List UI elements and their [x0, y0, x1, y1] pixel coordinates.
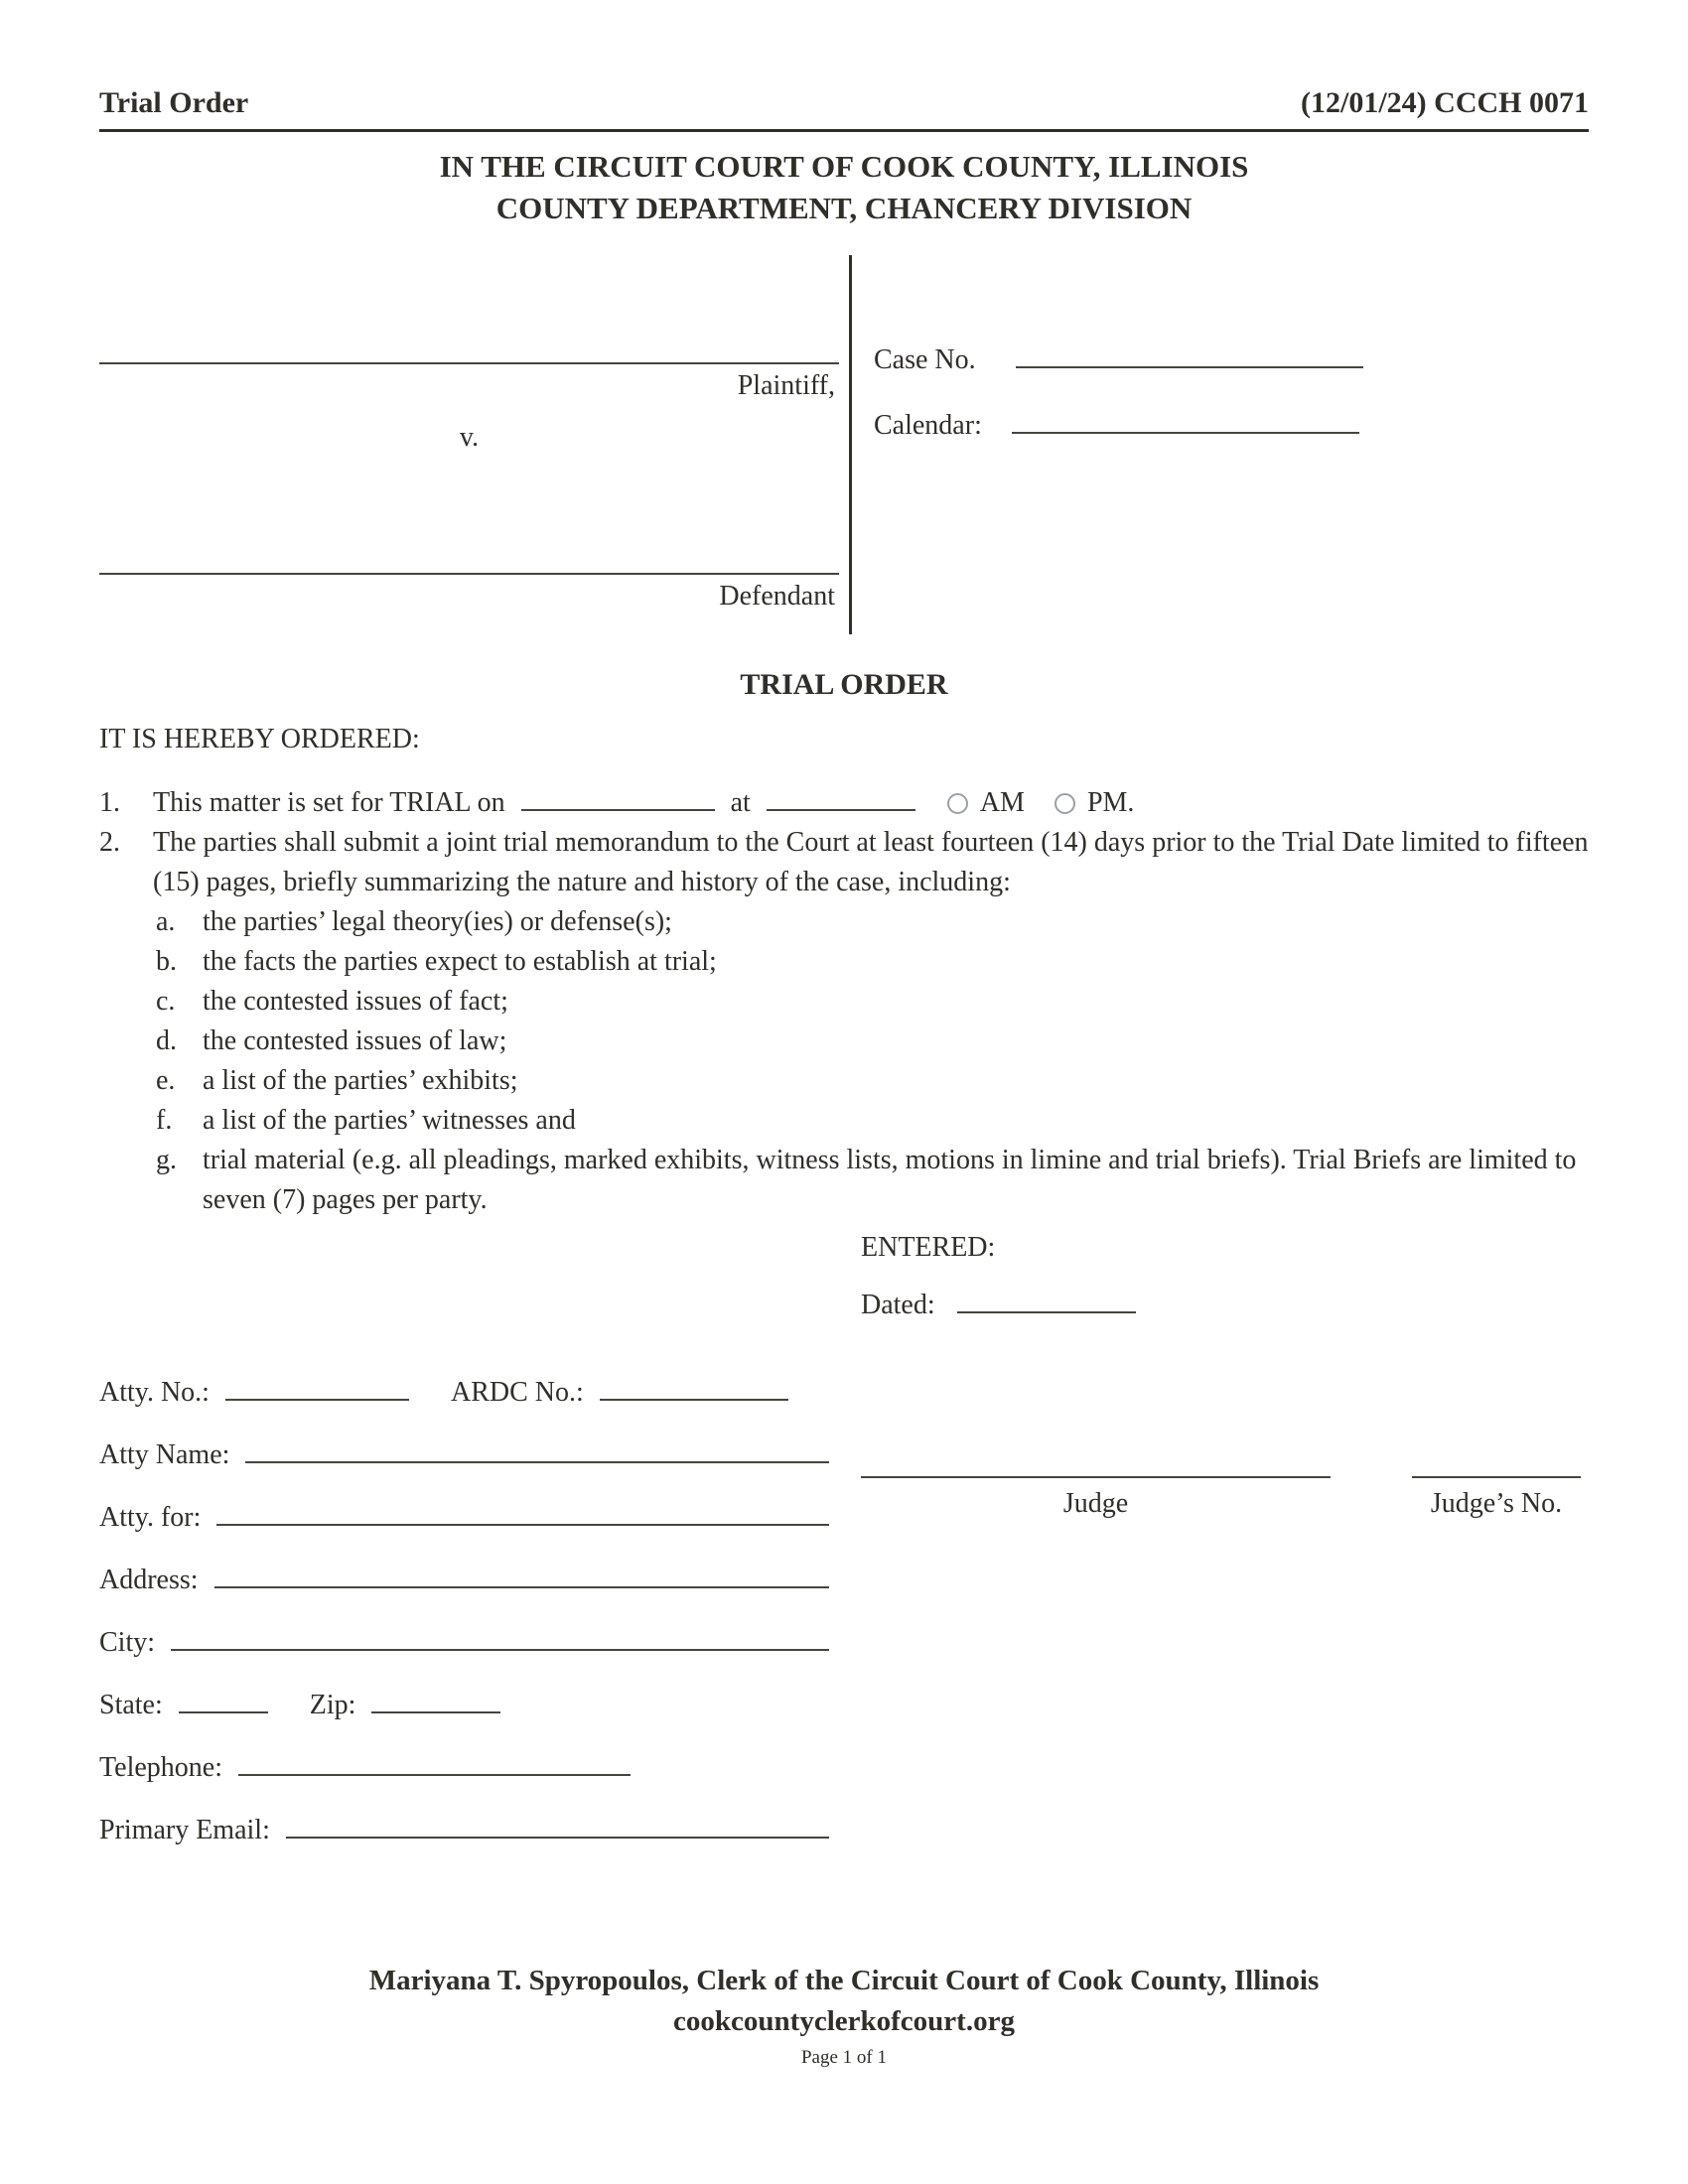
- subitem-d: [153, 1022, 1589, 1061]
- zip-field[interactable]: [371, 1706, 500, 1713]
- plaintiff-name-field[interactable]: [99, 362, 839, 364]
- pm-label: PM.: [1086, 787, 1135, 818]
- subitem-a-letter: a.: [156, 906, 176, 937]
- bottom-section: [99, 1373, 1589, 1873]
- primary-email-label: Primary Email:: [99, 1815, 270, 1845]
- entered-label: ENTERED:: [861, 1232, 996, 1263]
- pm-radio-icon[interactable]: [1055, 793, 1075, 814]
- clerk-line: Mariyana T. Spyropoulos, Clerk of the Circuit Court of Cook County, Illinois: [368, 1965, 1320, 1996]
- atty-for-row: [99, 1498, 829, 1538]
- dated-label: Dated:: [861, 1290, 935, 1320]
- am-radio-icon[interactable]: [947, 793, 968, 814]
- primary-email-row: [99, 1811, 829, 1850]
- subitem-a-text: the parties’ legal theory(ies) or defense(s);: [203, 906, 672, 937]
- state-field[interactable]: [179, 1706, 268, 1713]
- case-no-row: [874, 341, 1589, 380]
- state-label: State:: [99, 1690, 163, 1720]
- subitem-f: [153, 1101, 1589, 1141]
- form-number: (12/01/24) CCCH 0071: [1301, 86, 1589, 119]
- item-1-number: 1.: [99, 787, 120, 818]
- subitem-g: [153, 1141, 1589, 1220]
- judge-signature-field[interactable]: [861, 1476, 1331, 1478]
- case-caption: [99, 255, 1589, 634]
- atty-no-field[interactable]: [225, 1393, 409, 1401]
- subitem-b-letter: b.: [156, 946, 177, 977]
- atty-name-field[interactable]: [245, 1455, 829, 1463]
- address-label: Address:: [99, 1565, 199, 1595]
- calendar-label: Calendar:: [874, 410, 982, 441]
- subitem-e-text: a list of the parties’ exhibits;: [203, 1065, 518, 1096]
- atty-for-label: Atty. for:: [99, 1502, 202, 1533]
- calendar-row: [874, 406, 1589, 446]
- order-items: [99, 783, 1589, 1220]
- entered-block: [861, 1228, 1589, 1325]
- item-2-sublist: [153, 902, 1589, 1220]
- city-row: [99, 1623, 829, 1663]
- city-field[interactable]: [171, 1643, 829, 1651]
- ardc-no-field[interactable]: [600, 1393, 788, 1401]
- clerk-website: cookcountyclerkofcourt.org: [673, 2005, 1015, 2037]
- subitem-b-text: the facts the parties expect to establish at trial;: [203, 946, 717, 977]
- defendant-label: Defendant: [719, 581, 835, 612]
- item-2-number: 2.: [99, 827, 120, 858]
- calendar-field[interactable]: [1012, 426, 1359, 434]
- primary-email-field[interactable]: [286, 1831, 829, 1839]
- item-2-text: The parties shall submit a joint trial memorandum to the Court at least fourteen (14) days prior to the Trial Date limited to fifteen (15) pages, briefly summarizing the nature and history of the case, including:: [153, 827, 1589, 897]
- item-1-at-label: at: [730, 787, 751, 818]
- page-indicator: Page 1 of 1: [800, 2047, 887, 2068]
- judge-signature-block: [861, 1476, 1331, 1524]
- order-item-2: [99, 823, 1589, 1220]
- trial-date-field[interactable]: [521, 803, 715, 811]
- order-item-1: [99, 783, 1589, 823]
- subitem-c-text: the contested issues of fact;: [203, 986, 508, 1017]
- telephone-row: [99, 1748, 829, 1788]
- trial-time-field[interactable]: [767, 803, 915, 811]
- atty-for-field[interactable]: [216, 1518, 829, 1526]
- judge-no-label: Judge’s No.: [1430, 1488, 1563, 1519]
- atty-no-row: [99, 1373, 829, 1413]
- state-zip-row: [99, 1686, 829, 1725]
- form-footer: [0, 1960, 1688, 2071]
- caption-case-info: [852, 255, 1589, 634]
- subitem-a: [153, 902, 1589, 942]
- subitem-c-letter: c.: [156, 986, 176, 1017]
- zip-label: Zip:: [309, 1690, 356, 1720]
- subitem-b: [153, 942, 1589, 982]
- atty-no-label: Atty. No.:: [99, 1377, 210, 1408]
- atty-name-label: Atty Name:: [99, 1439, 230, 1470]
- judge-label: Judge: [1062, 1488, 1129, 1519]
- attorney-block: [99, 1373, 829, 1873]
- subitem-e-letter: e.: [156, 1065, 176, 1096]
- subitem-e: [153, 1061, 1589, 1101]
- subitem-g-letter: g.: [156, 1145, 177, 1175]
- order-title: TRIAL ORDER: [740, 668, 948, 701]
- subitem-d-letter: d.: [156, 1025, 177, 1056]
- defendant-name-field[interactable]: [99, 573, 839, 575]
- subitem-g-text: trial material (e.g. all pleadings, marked exhibits, witness lists, motions in limine and trial briefs). Trial Briefs are limited to seven (7) pages per party.: [203, 1145, 1577, 1215]
- court-heading: [99, 146, 1589, 229]
- item-1-text: This matter is set for TRIAL on: [153, 787, 505, 818]
- subitem-c: [153, 982, 1589, 1022]
- subitem-f-text: a list of the parties’ witnesses and: [203, 1105, 576, 1136]
- order-preamble: IT IS HEREBY ORDERED:: [99, 724, 420, 754]
- subitem-d-text: the contested issues of law;: [203, 1025, 507, 1056]
- caption-parties: [99, 255, 839, 634]
- case-no-field[interactable]: [1016, 360, 1363, 368]
- judge-no-field[interactable]: [1412, 1476, 1581, 1478]
- judge-no-block: [1412, 1476, 1581, 1524]
- am-label: AM: [979, 787, 1025, 818]
- court-heading-line1: IN THE CIRCUIT COURT OF COOK COUNTY, ILLINOIS: [439, 149, 1249, 184]
- versus-label: v.: [459, 422, 480, 453]
- case-no-label: Case No.: [874, 344, 976, 375]
- telephone-field[interactable]: [238, 1768, 631, 1776]
- address-field[interactable]: [214, 1580, 829, 1588]
- atty-name-row: [99, 1435, 829, 1475]
- ardc-no-label: ARDC No.:: [450, 1377, 584, 1408]
- city-label: City:: [99, 1627, 156, 1658]
- dated-field[interactable]: [957, 1305, 1136, 1313]
- form-title: Trial Order: [99, 86, 249, 119]
- telephone-label: Telephone:: [99, 1752, 222, 1783]
- subitem-f-letter: f.: [156, 1105, 173, 1136]
- judge-block: [829, 1373, 1589, 1524]
- address-row: [99, 1561, 829, 1600]
- form-header: [99, 85, 1589, 132]
- court-heading-line2: COUNTY DEPARTMENT, CHANCERY DIVISION: [495, 191, 1193, 225]
- plaintiff-label: Plaintiff,: [737, 370, 835, 401]
- dated-row: [861, 1286, 1589, 1325]
